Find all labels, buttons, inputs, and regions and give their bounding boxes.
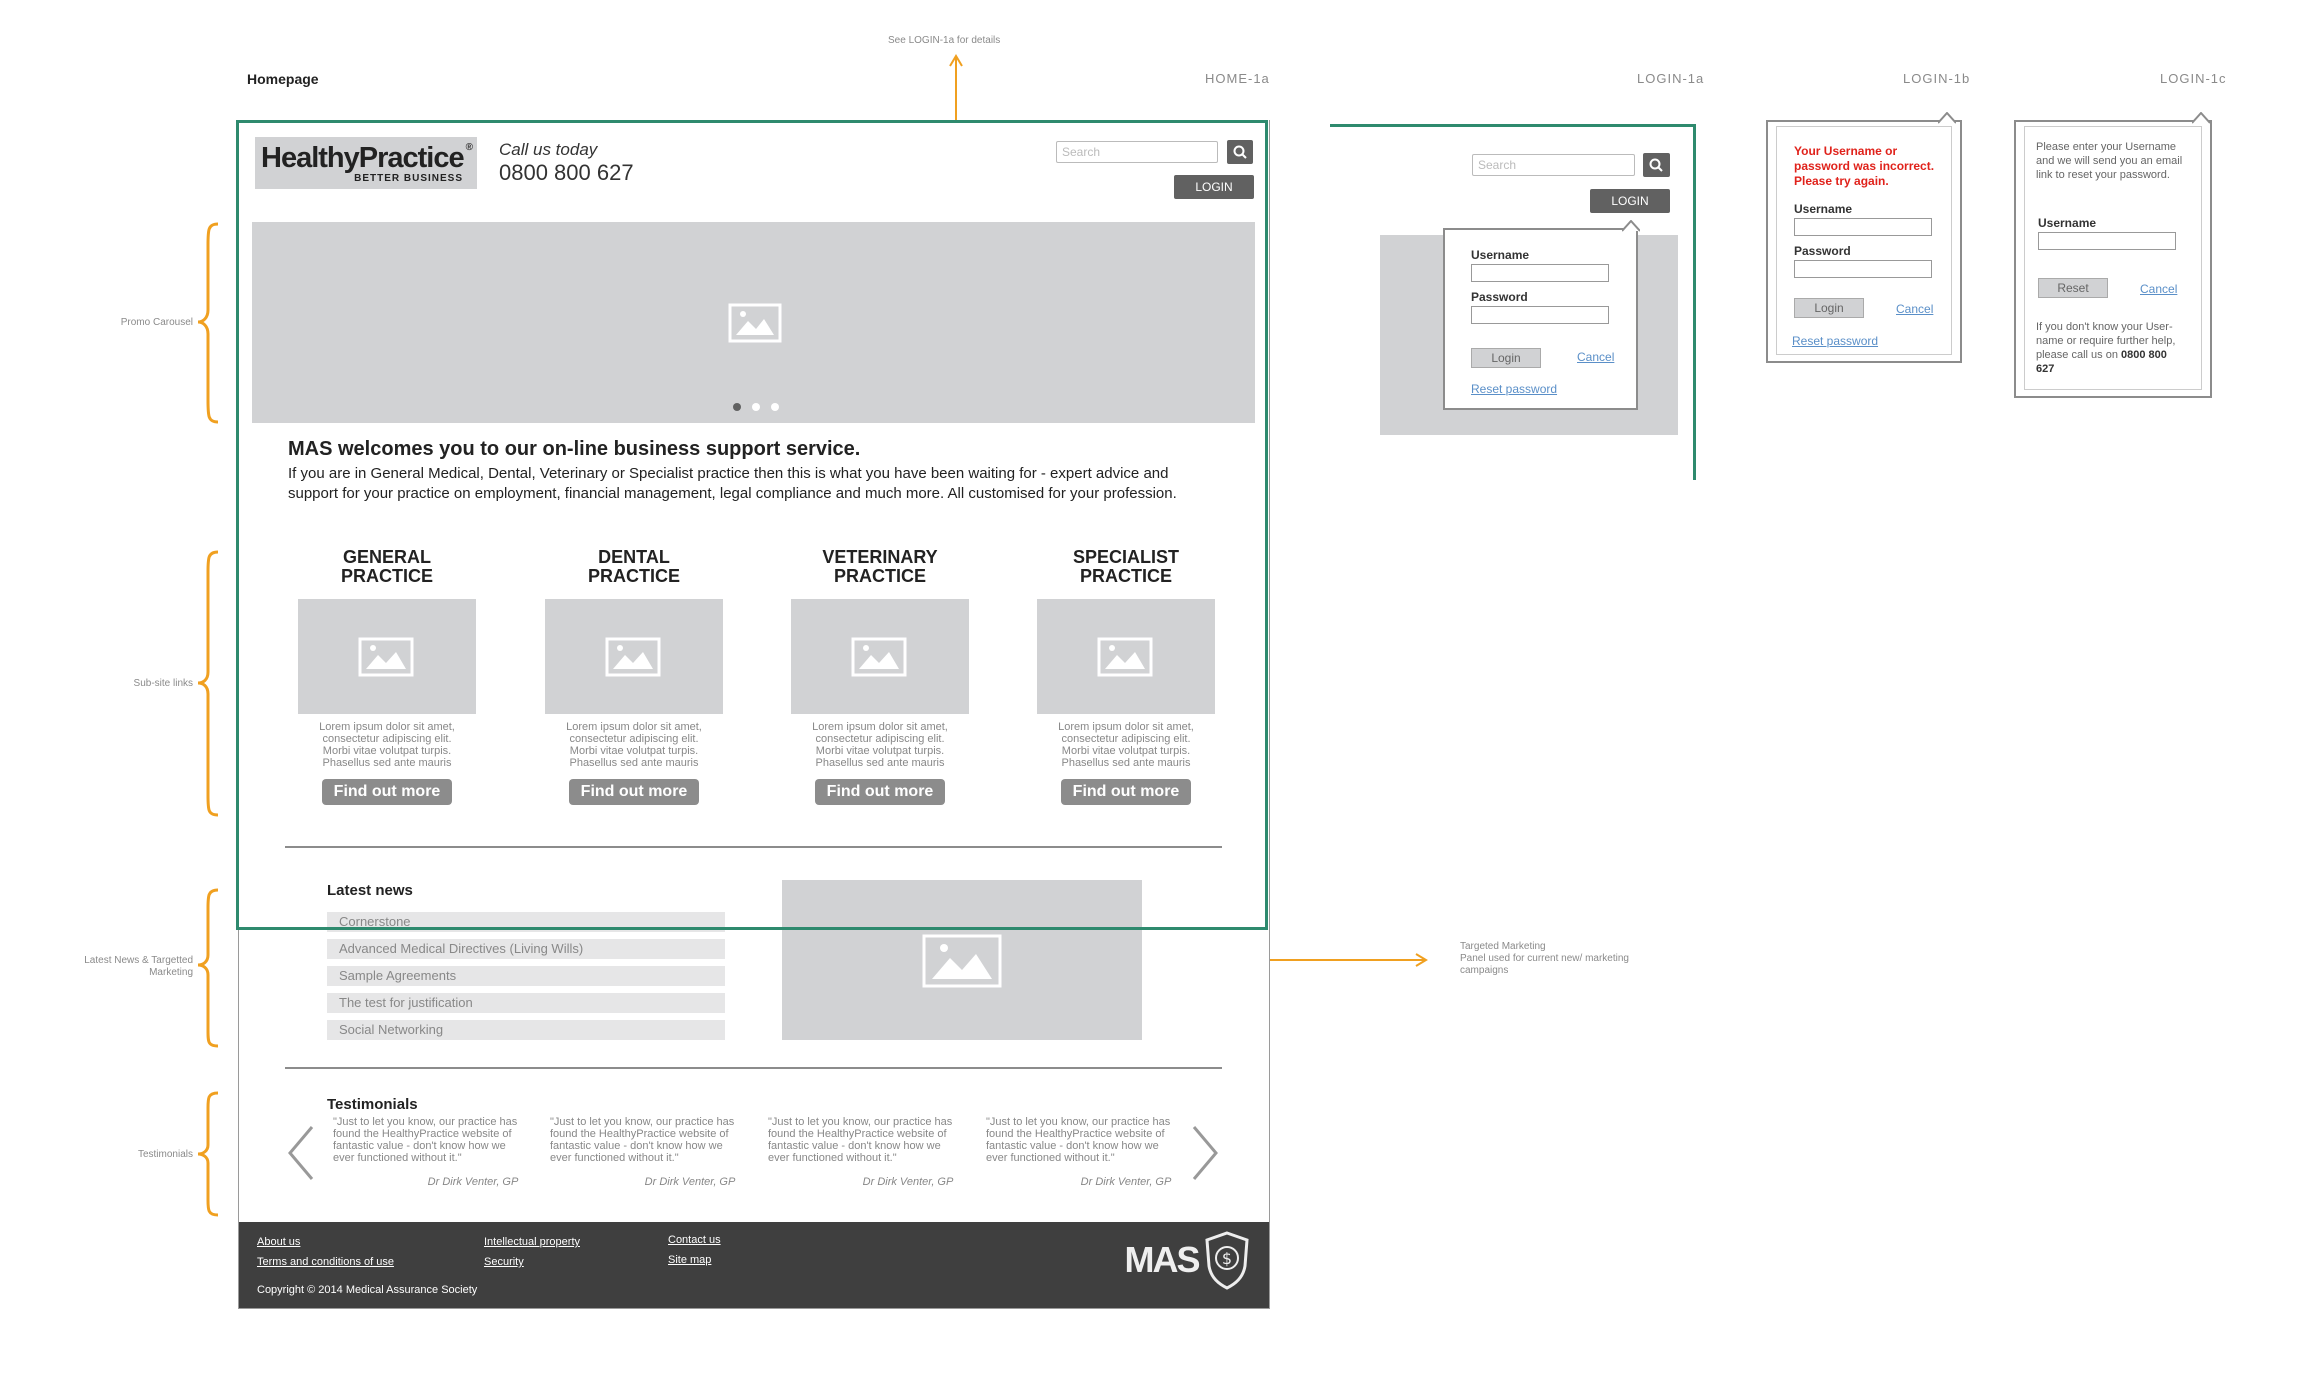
username-label: Username — [1794, 202, 1853, 216]
divider — [285, 846, 1222, 848]
footer — [239, 1222, 1269, 1308]
testimonial-author: Dr Dirk Venter, GP — [862, 1176, 954, 1188]
login-1a-label: LOGIN-1a — [1637, 71, 1705, 86]
promo-carousel-note: Promo Carousel — [120, 317, 193, 328]
divider — [285, 1067, 1222, 1069]
testimonial-quote: "Just to let you know, our practice has found the HealthyPractice website of fantastic value - don't know how we ever functioned without it." — [768, 1116, 953, 1164]
home-1a-label: HOME-1a — [1205, 71, 1270, 86]
login-1a-popup — [1443, 228, 1638, 410]
username-label: Username — [2038, 216, 2097, 230]
subsite-image[interactable] — [545, 599, 723, 714]
annotation-brackets — [198, 224, 218, 1215]
latest-news-heading: Latest news — [327, 882, 413, 899]
search-button[interactable] — [1227, 140, 1253, 164]
footer-contact-link[interactable]: Contact us — [668, 1234, 721, 1246]
login-1b-popup — [1766, 120, 1962, 363]
image-placeholder-icon — [922, 934, 1002, 988]
image-placeholder-icon — [1097, 637, 1153, 677]
news-item[interactable]: Social Networking — [327, 1020, 725, 1040]
subsite-image[interactable] — [298, 599, 476, 714]
carousel-dot-3[interactable] — [771, 403, 779, 411]
login-button[interactable]: LOGIN — [1174, 175, 1254, 199]
subsite-description: Lorem ipsum dolor sit amet, consectetur adipiscing elit. Morbi vitae volutpat turpis. Phasellus sed ante mauris — [319, 721, 455, 769]
username-field[interactable] — [2038, 232, 2176, 250]
news-item[interactable]: Cornerstone — [327, 912, 725, 932]
subsite-title: GENERAL PRACTICE — [340, 547, 433, 586]
search-input[interactable]: Search — [1056, 141, 1218, 163]
testimonial-author: Dr Dirk Venter, GP — [1080, 1176, 1172, 1188]
footer-security-link[interactable]: Security — [484, 1256, 524, 1268]
homepage-label: Homepage — [247, 71, 319, 87]
carousel-dot-2[interactable] — [752, 403, 760, 411]
cancel-link[interactable]: Cancel — [2140, 282, 2178, 296]
login-submit-button[interactable]: Login — [1794, 298, 1864, 318]
testimonial-quote: "Just to let you know, our practice has found the HealthyPractice website of fantastic value - don't know how we ever functioned without it." — [550, 1116, 735, 1164]
footer-about-link[interactable]: About us — [257, 1236, 301, 1248]
login-submit-button[interactable]: Login — [1471, 348, 1541, 368]
mas-logo: MAS $ — [1125, 1230, 1251, 1290]
popup-pointer — [1622, 220, 1640, 232]
footer-terms-link[interactable]: Terms and conditions of use — [257, 1256, 394, 1268]
login-1b-label: LOGIN-1b — [1903, 71, 1971, 86]
popup-pointer — [1938, 112, 1956, 124]
image-placeholder-icon — [728, 303, 782, 343]
news-item[interactable]: Advanced Medical Directives (Living Wills) — [327, 939, 725, 959]
news-marketing-note: Latest News & Targetted Marketing — [84, 955, 193, 978]
login-1a-search-button[interactable] — [1643, 153, 1670, 177]
search-icon — [1227, 140, 1253, 164]
subsite-description: Lorem ipsum dolor sit amet, consectetur adipiscing elit. Morbi vitae volutpat turpis. Phasellus sed ante mauris — [812, 721, 948, 769]
cancel-link[interactable]: Cancel — [1577, 350, 1615, 364]
find-out-more-button[interactable]: Find out more — [815, 779, 945, 805]
phone-number: 0800 800 627 — [499, 160, 634, 185]
carousel-dot-1[interactable] — [733, 403, 741, 411]
find-out-more-button[interactable]: Find out more — [322, 779, 452, 805]
targeted-marketing-panel[interactable] — [782, 880, 1142, 1040]
search-icon — [1643, 153, 1670, 177]
shield-icon — [1203, 1230, 1251, 1290]
see-login-note: See LOGIN-1a for details — [888, 35, 1001, 46]
subsite-links-note: Sub-site links — [133, 678, 193, 689]
reset-password-link[interactable]: Reset password — [1471, 382, 1558, 396]
image-placeholder-icon — [605, 637, 661, 677]
footer-sitemap-link[interactable]: Site map — [668, 1254, 712, 1266]
promo-carousel[interactable] — [252, 222, 1255, 423]
image-placeholder-icon — [851, 637, 907, 677]
login-1c-label: LOGIN-1c — [2160, 71, 2227, 86]
username-field[interactable] — [1794, 218, 1932, 236]
svg-text:$: $ — [1221, 1249, 1233, 1268]
password-label: Password — [1471, 290, 1528, 304]
reset-instructions: Please enter your Username and we will send you an email link to reset your password. — [2036, 141, 2183, 181]
healthypractice-logo[interactable]: HealthyPractice ® BETTER BUSINESS — [255, 137, 477, 189]
reset-help-text: If you don't know your User- name or require further help, please call us on 0800 800 627 — [2036, 321, 2176, 375]
testimonial-quote: "Just to let you know, our practice has found the HealthyPractice website of fantastic value - don't know how we ever functioned without it." — [333, 1116, 518, 1164]
username-field[interactable] — [1471, 264, 1609, 282]
find-out-more-button[interactable]: Find out more — [569, 779, 699, 805]
login-1c-popup — [2014, 120, 2212, 398]
reset-password-link[interactable]: Reset password — [1792, 334, 1879, 348]
popup-pointer — [2192, 112, 2210, 124]
subsite-title: SPECIALIST PRACTICE — [1072, 547, 1179, 586]
image-placeholder-icon — [358, 637, 414, 677]
call-us-label: Call us today — [499, 140, 598, 159]
chevron-right-icon[interactable] — [1190, 1125, 1220, 1181]
password-field[interactable] — [1471, 306, 1609, 324]
news-item[interactable]: Sample Agreements — [327, 966, 725, 986]
chevron-left-icon[interactable] — [286, 1125, 316, 1181]
news-item[interactable]: The test for justification — [327, 993, 725, 1013]
subsite-description: Lorem ipsum dolor sit amet, consectetur adipiscing elit. Morbi vitae volutpat turpis. Phasellus sed ante mauris — [566, 721, 702, 769]
cancel-link[interactable]: Cancel — [1896, 302, 1934, 316]
password-field[interactable] — [1794, 260, 1932, 278]
subsite-image[interactable] — [1037, 599, 1215, 714]
password-label: Password — [1794, 244, 1851, 258]
login-1a-search-input[interactable]: Search — [1472, 154, 1635, 176]
copyright: Copyright © 2014 Medical Assurance Society — [257, 1284, 478, 1296]
footer-ip-link[interactable]: Intellectual property — [484, 1236, 580, 1248]
login-1a-login-button[interactable]: LOGIN — [1590, 189, 1670, 213]
testimonial-author: Dr Dirk Venter, GP — [644, 1176, 736, 1188]
testimonial-quote: "Just to let you know, our practice has found the HealthyPractice website of fantastic value - don't know how we ever functioned without it." — [986, 1116, 1171, 1164]
subsite-title: VETERINARY PRACTICE — [822, 547, 938, 586]
login-error-message: Your Username or password was incorrect. Please try again. — [1794, 144, 1935, 188]
testimonials-heading: Testimonials — [327, 1096, 418, 1113]
welcome-heading: MAS welcomes you to our on-line business support service. — [288, 438, 861, 460]
reset-button[interactable]: Reset — [2038, 278, 2108, 298]
targeted-marketing-note: Targeted Marketing Panel used for current new/ marketing campaigns — [1460, 941, 1629, 976]
username-label: Username — [1471, 248, 1530, 262]
subsite-title: DENTAL PRACTICE — [587, 547, 680, 586]
testimonial-author: Dr Dirk Venter, GP — [427, 1176, 519, 1188]
subsite-description: Lorem ipsum dolor sit amet, consectetur adipiscing elit. Morbi vitae volutpat turpis. Phasellus sed ante mauris — [1058, 721, 1194, 769]
subsite-image[interactable] — [791, 599, 969, 714]
testimonials-note: Testimonials — [137, 1149, 193, 1160]
welcome-body: If you are in General Medical, Dental, Veterinary or Specialist practice then this is what you have been waiting for - expert advice and support for your practice on employment, financial management, legal compliance and much more. All customised for your profession. — [288, 465, 1177, 502]
find-out-more-button[interactable]: Find out more — [1061, 779, 1191, 805]
